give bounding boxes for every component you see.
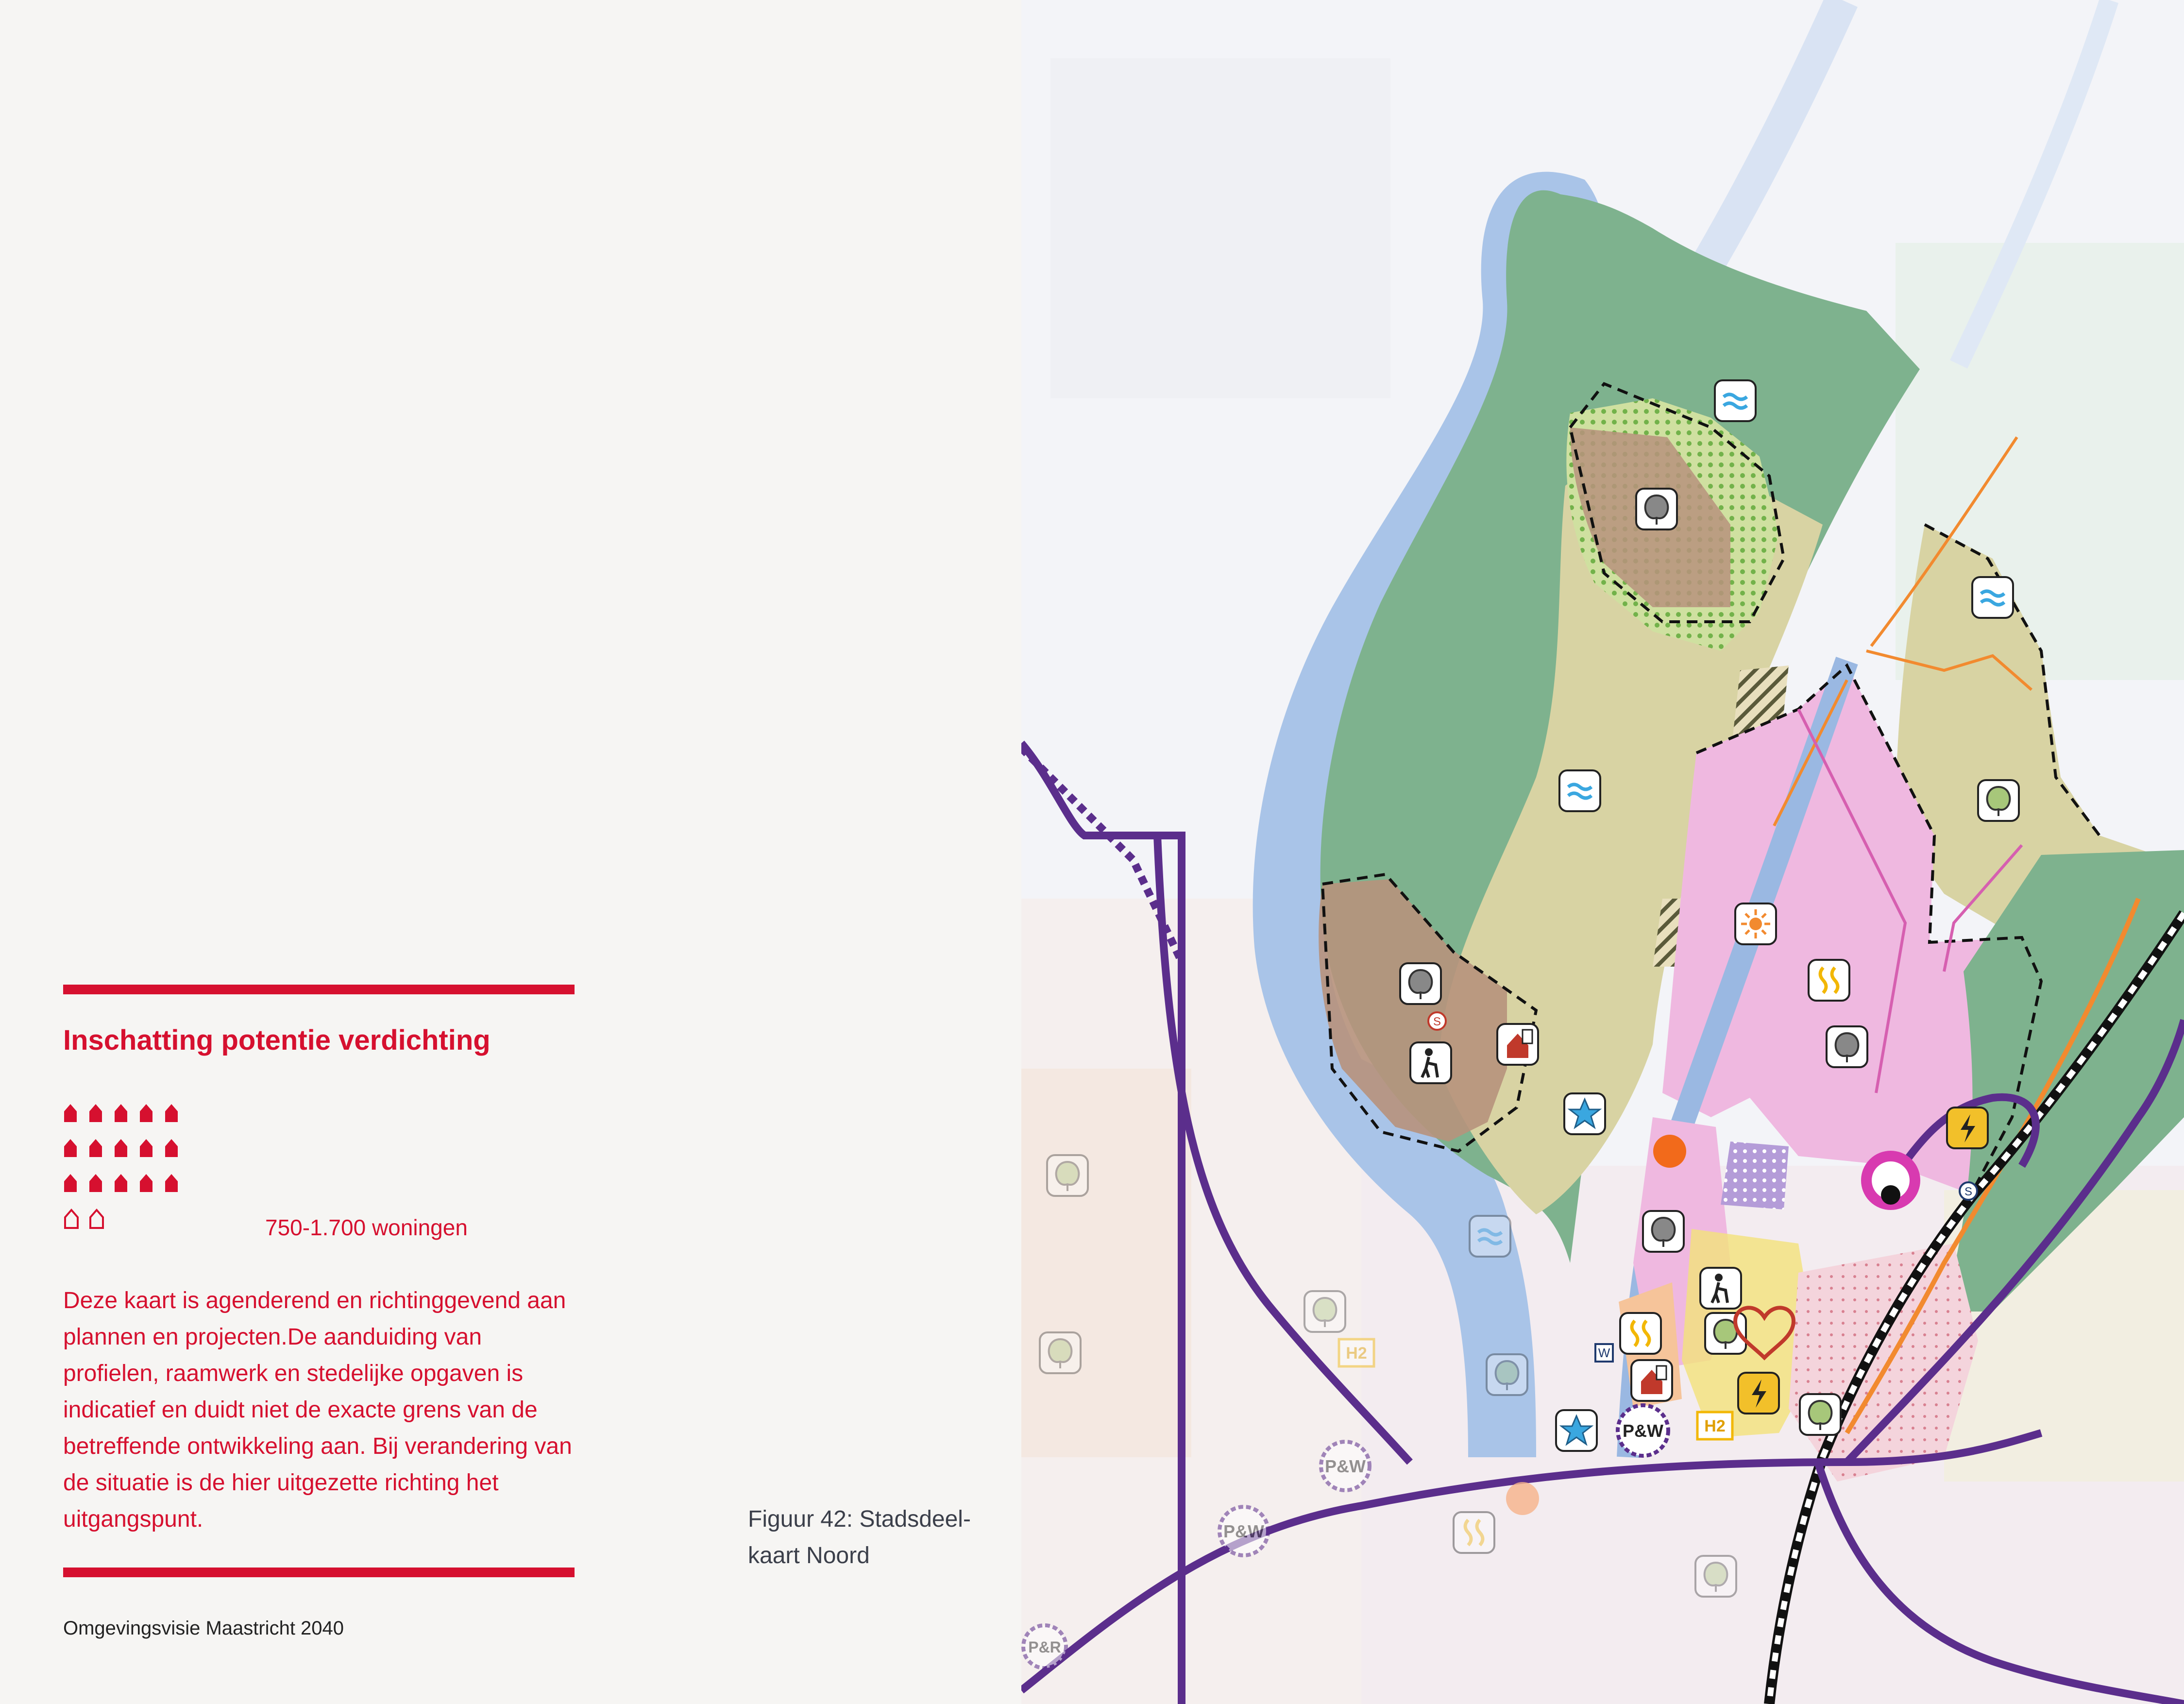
water-icon[interactable] [1972,577,2013,618]
sun-icon[interactable] [1735,903,1776,944]
star-icon[interactable] [1564,1093,1605,1134]
tree-icon[interactable] [1978,780,2019,821]
w-label: W [1598,1346,1610,1360]
pw-badge[interactable] [1321,1442,1370,1490]
tree-icon [1047,1155,1088,1196]
house-icon [64,1104,178,1192]
house-care-icon[interactable] [1631,1360,1672,1401]
district-map [1021,0,2184,1704]
orange-dot-faint [1506,1482,1539,1515]
heat-icon[interactable] [1809,960,1849,1001]
w-marker[interactable] [1595,1344,1613,1362]
bottom-rule [63,1568,575,1577]
water-icon [1470,1216,1510,1257]
s-label: S [1433,1015,1441,1028]
top-rule [63,985,575,994]
pw-label: P&W [1325,1456,1366,1476]
body-text: Deze kaart is agenderend en richtinggevend aan plannen en projecten.De aanduiding van profielen, raamwerk en stedelijke opgaven is indicatief en duidt niet de exacte grens van de betreffende ontwikkeling aan. Bij verandering van de situatie is de hier uitgezette richting het uitgangspunt. [63,1288,572,1532]
pw-badge[interactable] [1219,1507,1268,1555]
tree-icon [1304,1291,1345,1332]
station-dot [1881,1185,1900,1205]
tree-icon[interactable] [1800,1394,1841,1435]
elderly-icon[interactable] [1410,1042,1451,1083]
h2-label: H2 [1346,1344,1367,1363]
tree-icon [1040,1332,1081,1373]
star-icon[interactable] [1556,1410,1597,1451]
heat-icon [1454,1512,1494,1553]
purple-dotted-zone [1721,1142,1789,1210]
elderly-icon[interactable] [1700,1268,1741,1309]
housing-icons [63,1099,194,1244]
tree-icon[interactable] [1400,963,1441,1004]
s-marker[interactable] [1428,1012,1446,1030]
house-outline-icon [65,1210,103,1228]
tree-icon[interactable] [1827,1026,1867,1067]
s-marker[interactable] [1960,1182,1977,1200]
h2-label: H2 [1704,1417,1726,1435]
tree-icon [1695,1556,1736,1597]
h2-badge[interactable] [1339,1339,1374,1366]
text-panel [0,0,1021,1704]
energy-icon[interactable] [1947,1108,1988,1148]
section-heading: Inschatting potentie verdichting [63,1024,491,1056]
pr-badge[interactable] [1023,1625,1066,1668]
tree-icon [1487,1354,1527,1395]
energy-icon[interactable] [1738,1373,1779,1414]
tree-icon[interactable] [1636,489,1677,529]
orange-dot-marker[interactable] [1653,1135,1686,1168]
housing-count: 750-1.700 woningen [265,1215,468,1240]
pw-badge[interactable] [1618,1405,1668,1456]
house-care-icon[interactable] [1497,1024,1538,1065]
pw-label: P&W [1223,1521,1264,1541]
water-icon[interactable] [1715,380,1756,421]
figure-caption: Figuur 42: Stadsdeel-kaart Noord [748,1506,971,1568]
pr-label: P&R [1028,1638,1061,1656]
pw-label: P&W [1623,1421,1663,1441]
tree-icon[interactable] [1643,1211,1684,1252]
s-label: S [1964,1185,1973,1198]
heat-icon[interactable] [1620,1313,1661,1354]
water-icon[interactable] [1559,770,1600,811]
footer-title: Omgevingsvisie Maastricht 2040 [63,1618,344,1639]
h2-badge[interactable] [1697,1412,1732,1439]
